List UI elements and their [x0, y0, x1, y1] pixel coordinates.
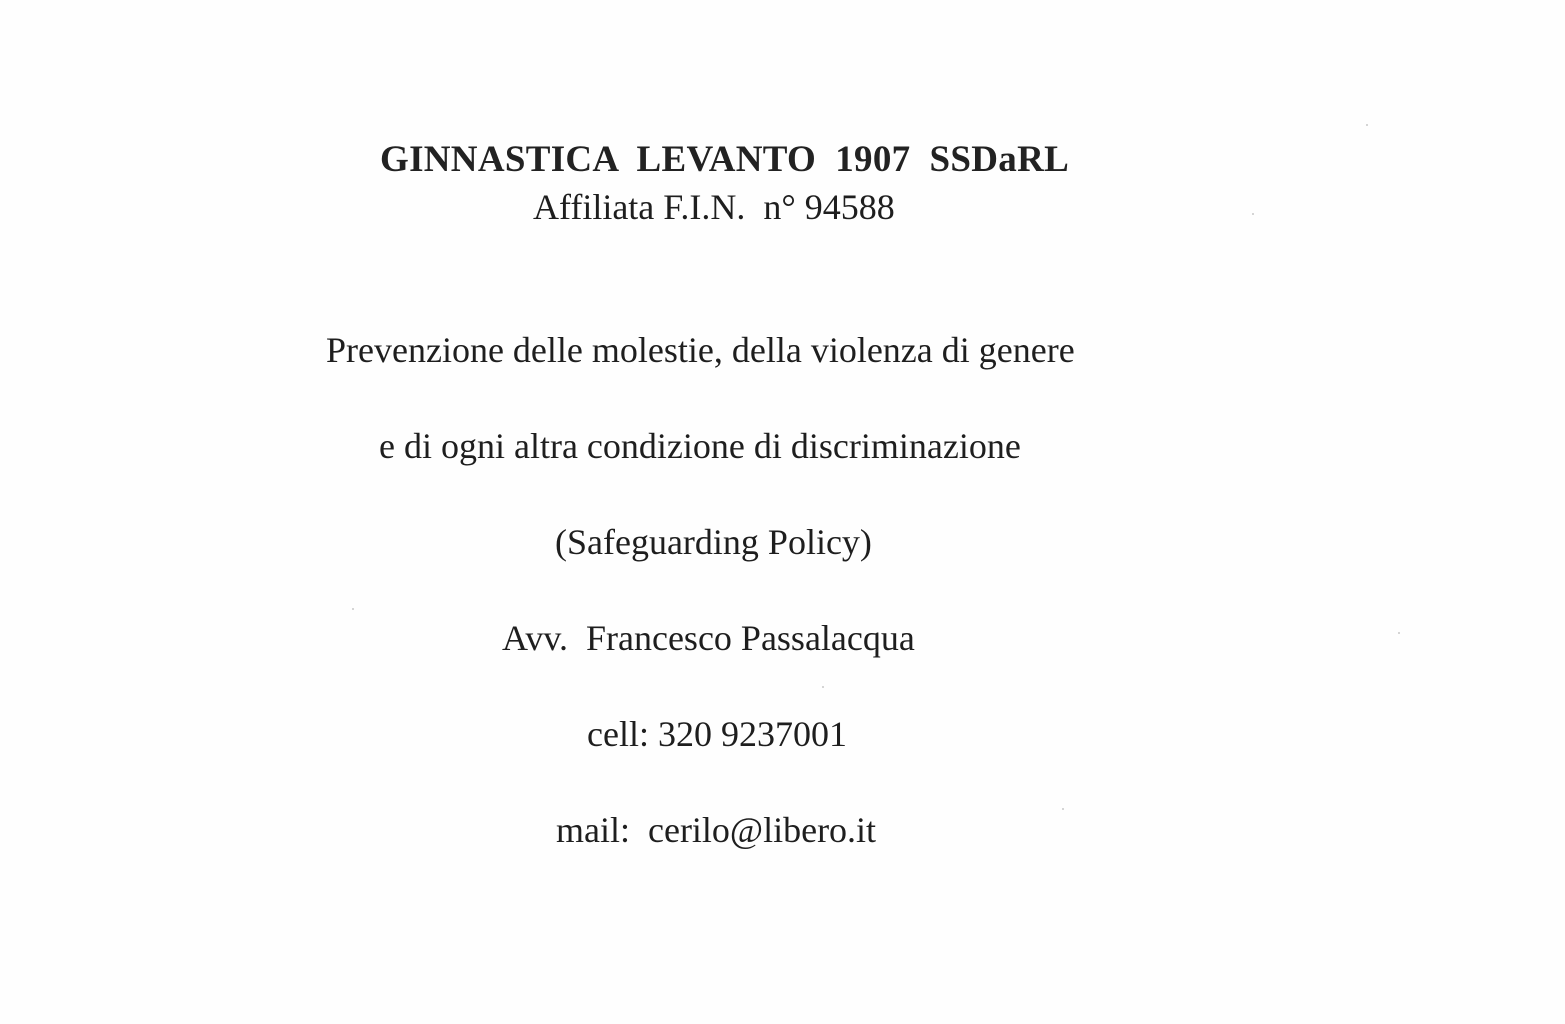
contact-email: mail: cerilo@libero.it [556, 810, 877, 850]
scan-speck [1252, 213, 1254, 215]
scan-speck [1062, 808, 1064, 810]
scan-speck [1366, 124, 1368, 126]
scan-speck [1398, 632, 1400, 634]
policy-title-line-1: Prevenzione delle molestie, della violenza di genere [326, 330, 1075, 370]
policy-title-line-2: e di ogni altra condizione di discriminazione [379, 426, 1021, 466]
affiliation-number: Affiliata F.I.N. n° 94588 [533, 187, 895, 227]
contact-phone: cell: 320 9237001 [587, 714, 847, 754]
scan-speck [822, 686, 824, 688]
contact-name: Avv. Francesco Passalacqua [502, 618, 915, 658]
policy-name: (Safeguarding Policy) [555, 522, 872, 562]
scan-speck [352, 608, 354, 610]
organization-name: GINNASTICA LEVANTO 1907 SSDaRL [380, 139, 1070, 180]
